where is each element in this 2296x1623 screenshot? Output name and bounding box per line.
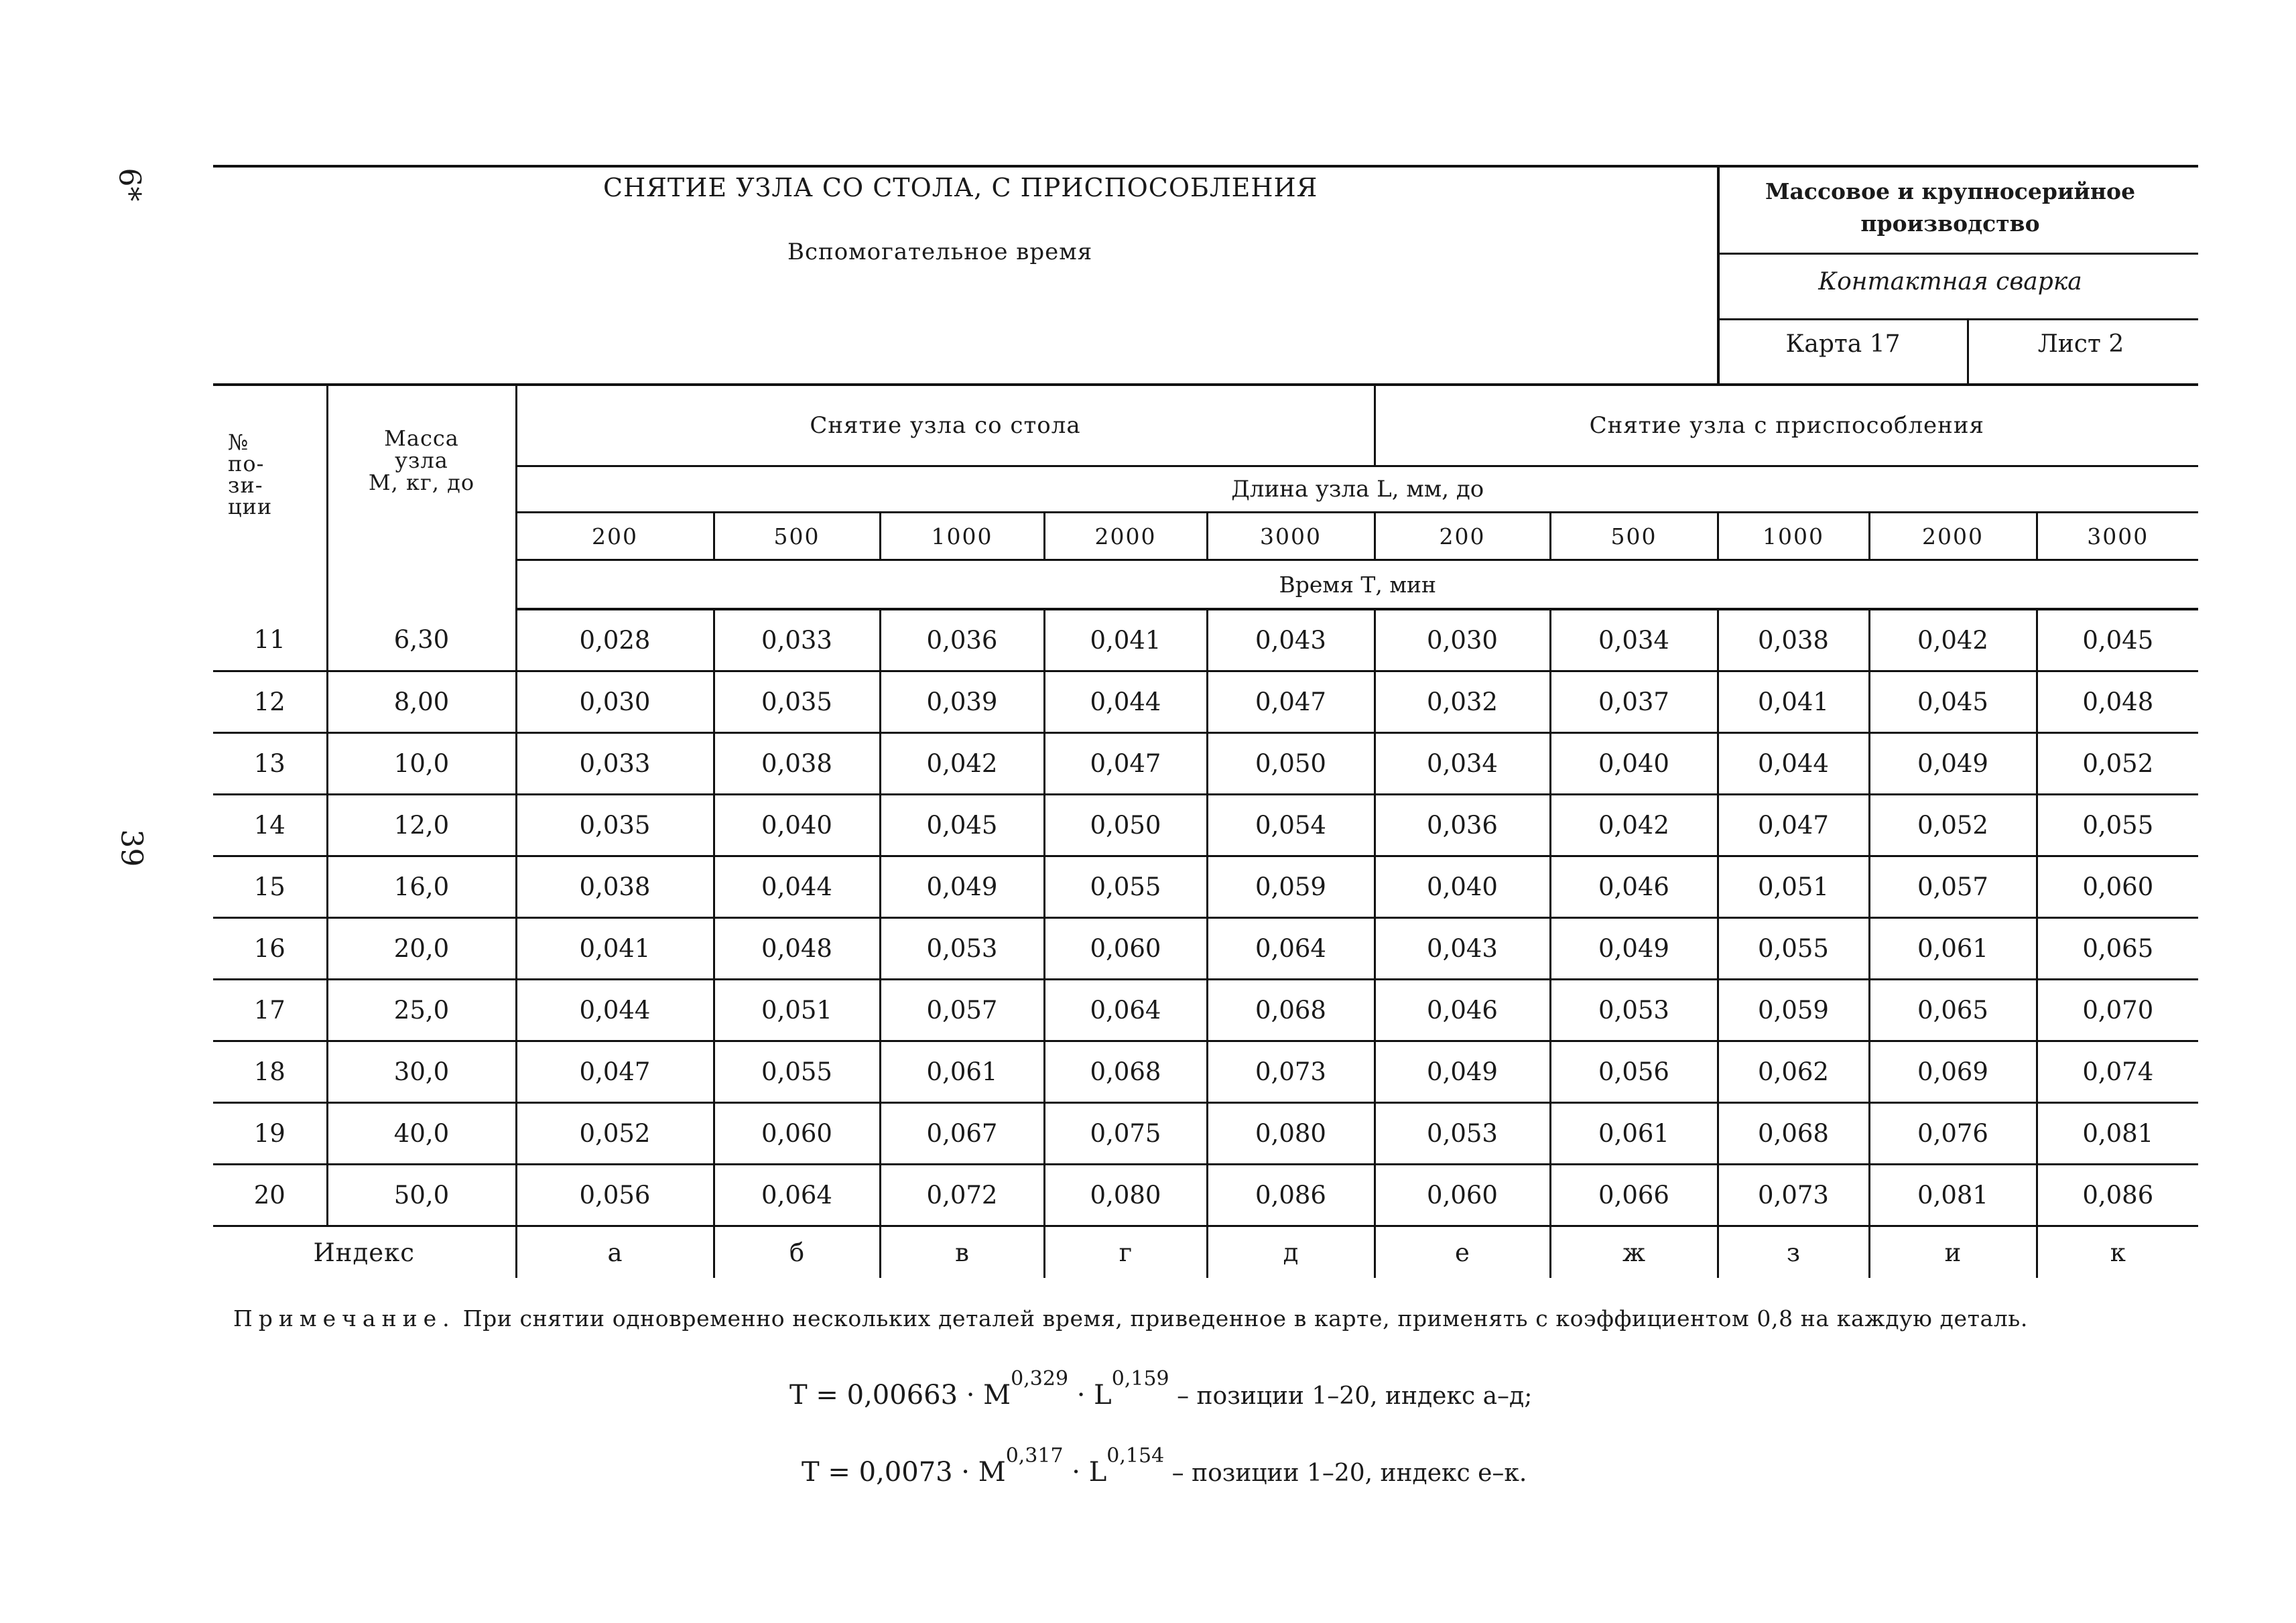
length-col: 1000 — [1718, 513, 1869, 560]
position-cell: 19 — [213, 1103, 327, 1165]
time-cell: 0,072 — [880, 1165, 1044, 1226]
time-cell: 0,061 — [1869, 918, 2037, 980]
mass-cell: 6,30 — [327, 609, 516, 671]
mass-header-line: Масса — [384, 426, 459, 451]
time-cell: 0,086 — [2037, 1165, 2198, 1226]
length-col: 500 — [714, 513, 880, 560]
table-row — [213, 856, 2198, 918]
mass-cell: 30,0 — [327, 1041, 516, 1103]
mass-cell: 10,0 — [327, 733, 516, 795]
formula — [789, 1367, 1532, 1411]
table-row — [213, 1103, 2198, 1165]
time-cell: 0,030 — [1375, 609, 1550, 671]
time-cell: 0,038 — [714, 733, 880, 795]
time-table — [213, 383, 2198, 1278]
length-col: 3000 — [2037, 513, 2198, 560]
pos-header-line: № — [228, 430, 249, 455]
position-cell: 15 — [213, 856, 327, 918]
time-cell: 0,038 — [1718, 609, 1869, 671]
time-cell: 0,051 — [1718, 856, 1869, 918]
time-cell: 0,076 — [1869, 1103, 2037, 1165]
formula-exp-m: 0,329 — [1011, 1367, 1069, 1390]
formula — [802, 1444, 1527, 1488]
time-cell: 0,041 — [1718, 671, 1869, 733]
time-cell: 0,060 — [2037, 856, 2198, 918]
time-cell: 0,049 — [880, 856, 1044, 918]
time-cell: 0,057 — [880, 980, 1044, 1041]
time-cell: 0,042 — [1869, 609, 2037, 671]
time-cell: 0,044 — [1718, 733, 1869, 795]
page-subtitle: Вспомогательное время — [787, 239, 1093, 265]
time-cell: 0,080 — [1207, 1103, 1375, 1165]
time-cell: 0,052 — [516, 1103, 714, 1165]
time-cell: 0,040 — [714, 795, 880, 856]
time-cell: 0,069 — [1869, 1041, 2037, 1103]
time-cell: 0,053 — [1375, 1103, 1550, 1165]
index-cell: г — [1044, 1226, 1207, 1279]
time-cell: 0,040 — [1375, 856, 1550, 918]
page-title: СНЯТИЕ УЗЛА СО СТОЛА, С ПРИСПОСОБЛЕНИЯ — [603, 173, 1318, 202]
time-cell: 0,037 — [1550, 671, 1718, 733]
pos-header-line: ции — [228, 494, 273, 519]
length-col: 200 — [1375, 513, 1550, 560]
formula-mid: · L — [1063, 1457, 1107, 1488]
time-cell: 0,066 — [1550, 1165, 1718, 1226]
time-cell: 0,046 — [1375, 980, 1550, 1041]
time-cell: 0,036 — [1375, 795, 1550, 856]
time-cell: 0,043 — [1207, 609, 1375, 671]
index-cell: и — [1869, 1226, 2037, 1279]
formula-lhs: Т = 0,0073 · М — [802, 1457, 1006, 1488]
index-cell: з — [1718, 1226, 1869, 1279]
table-row — [213, 671, 2198, 733]
time-cell: 0,050 — [1044, 795, 1207, 856]
time-cell: 0,052 — [2037, 733, 2198, 795]
time-cell: 0,055 — [1718, 918, 1869, 980]
time-cell: 0,042 — [1550, 795, 1718, 856]
time-cell: 0,050 — [1207, 733, 1375, 795]
mass-header — [327, 385, 516, 609]
time-cell: 0,073 — [1207, 1041, 1375, 1103]
time-cell: 0,061 — [1550, 1103, 1718, 1165]
time-cell: 0,057 — [1869, 856, 2037, 918]
time-cell: 0,055 — [2037, 795, 2198, 856]
time-cell: 0,033 — [714, 609, 880, 671]
mass-cell: 16,0 — [327, 856, 516, 918]
time-cell: 0,056 — [516, 1165, 714, 1226]
index-cell: к — [2037, 1226, 2198, 1279]
table-row — [213, 733, 2198, 795]
index-cell: в — [880, 1226, 1044, 1279]
table-row — [213, 795, 2198, 856]
mass-cell: 50,0 — [327, 1165, 516, 1226]
time-cell: 0,033 — [516, 733, 714, 795]
group-header-fixture: Снятие узла с приспособления — [1375, 385, 2198, 466]
production-rule — [1720, 253, 2198, 255]
time-cell: 0,060 — [1044, 918, 1207, 980]
mass-cell: 8,00 — [327, 671, 516, 733]
formula-exp-l: 0,159 — [1111, 1367, 1169, 1390]
sheet-number: Лист 2 — [2037, 330, 2124, 358]
time-cell: 0,068 — [1044, 1041, 1207, 1103]
time-cell: 0,051 — [714, 980, 880, 1041]
table-row — [213, 980, 2198, 1041]
time-cell: 0,064 — [1207, 918, 1375, 980]
time-cell: 0,061 — [880, 1041, 1044, 1103]
time-header: Время Т, мин — [516, 560, 2198, 610]
length-header: Длина узла L, мм, до — [516, 466, 2198, 513]
time-cell: 0,046 — [1550, 856, 1718, 918]
time-cell: 0,032 — [1375, 671, 1550, 733]
time-cell: 0,030 — [516, 671, 714, 733]
length-col: 500 — [1550, 513, 1718, 560]
time-cell: 0,045 — [1869, 671, 2037, 733]
length-col: 2000 — [1044, 513, 1207, 560]
time-cell: 0,062 — [1718, 1041, 1869, 1103]
time-cell: 0,060 — [1375, 1165, 1550, 1226]
time-cell: 0,048 — [2037, 671, 2198, 733]
time-cell: 0,028 — [516, 609, 714, 671]
time-cell: 0,044 — [516, 980, 714, 1041]
time-cell: 0,065 — [1869, 980, 2037, 1041]
position-cell: 16 — [213, 918, 327, 980]
mass-cell: 25,0 — [327, 980, 516, 1041]
time-cell: 0,054 — [1207, 795, 1375, 856]
corner-mark: 6* — [112, 168, 147, 202]
time-cell: 0,064 — [1044, 980, 1207, 1041]
time-cell: 0,074 — [2037, 1041, 2198, 1103]
time-cell: 0,043 — [1375, 918, 1550, 980]
time-cell: 0,068 — [1207, 980, 1375, 1041]
formula-lhs: Т = 0,00663 · М — [789, 1380, 1011, 1411]
time-cell: 0,034 — [1550, 609, 1718, 671]
length-col: 3000 — [1207, 513, 1375, 560]
time-cell: 0,055 — [1044, 856, 1207, 918]
time-cell: 0,038 — [516, 856, 714, 918]
weld-rule — [1720, 318, 2198, 320]
time-cell: 0,036 — [880, 609, 1044, 671]
time-cell: 0,047 — [516, 1041, 714, 1103]
formula-mid: · L — [1068, 1380, 1112, 1411]
length-col: 1000 — [880, 513, 1044, 560]
mass-cell: 20,0 — [327, 918, 516, 980]
index-cell: е — [1375, 1226, 1550, 1279]
time-cell: 0,041 — [516, 918, 714, 980]
time-cell: 0,045 — [880, 795, 1044, 856]
pos-header-line: зи- — [228, 472, 263, 498]
formula-exp-l: 0,154 — [1106, 1444, 1165, 1468]
position-cell: 14 — [213, 795, 327, 856]
time-cell: 0,035 — [516, 795, 714, 856]
mass-cell: 12,0 — [327, 795, 516, 856]
time-cell: 0,042 — [880, 733, 1044, 795]
time-cell: 0,044 — [714, 856, 880, 918]
index-cell: д — [1207, 1226, 1375, 1279]
time-cell: 0,053 — [880, 918, 1044, 980]
time-cell: 0,081 — [1869, 1165, 2037, 1226]
time-cell: 0,081 — [2037, 1103, 2198, 1165]
time-cell: 0,047 — [1207, 671, 1375, 733]
index-cell: б — [714, 1226, 880, 1279]
production-type: Массовое и крупносерийное производство — [1765, 178, 2136, 237]
formula-exp-m: 0,317 — [1005, 1444, 1064, 1468]
formula-desc: – позиции 1–20, индекс а–д; — [1169, 1382, 1533, 1410]
index-row — [213, 1226, 2198, 1279]
position-cell: 18 — [213, 1041, 327, 1103]
table-row — [213, 918, 2198, 980]
time-cell: 0,049 — [1869, 733, 2037, 795]
header-top-rule — [213, 165, 2198, 168]
mass-header-line: М, кг, до — [368, 470, 475, 495]
time-cell: 0,060 — [714, 1103, 880, 1165]
time-cell: 0,086 — [1207, 1165, 1375, 1226]
note-text: При снятии одновременно нескольких деталей время, приведенное в карте, применять с коэффициентом 0,8 на каждую деталь. — [462, 1305, 2028, 1332]
index-cell: ж — [1550, 1226, 1718, 1279]
position-cell: 11 — [213, 609, 327, 671]
note — [233, 1305, 2028, 1332]
position-cell: 20 — [213, 1165, 327, 1226]
time-cell: 0,059 — [1718, 980, 1869, 1041]
time-cell: 0,080 — [1044, 1165, 1207, 1226]
time-cell: 0,047 — [1718, 795, 1869, 856]
position-cell: 17 — [213, 980, 327, 1041]
time-cell: 0,056 — [1550, 1041, 1718, 1103]
formula-desc: – позиции 1–20, индекс е–к. — [1164, 1459, 1527, 1487]
position-header — [213, 385, 327, 609]
time-cell: 0,048 — [714, 918, 880, 980]
group-header-table: Снятие узла со стола — [516, 385, 1375, 466]
position-cell: 13 — [213, 733, 327, 795]
time-cell: 0,049 — [1375, 1041, 1550, 1103]
weld-type: Контактная сварка — [1818, 268, 2082, 296]
mass-cell: 40,0 — [327, 1103, 516, 1165]
table-row — [213, 609, 2198, 671]
time-cell: 0,068 — [1718, 1103, 1869, 1165]
index-label: Индекс — [213, 1226, 516, 1279]
card-number: Карта 17 — [1785, 330, 1901, 358]
time-cell: 0,035 — [714, 671, 880, 733]
time-cell: 0,059 — [1207, 856, 1375, 918]
index-cell: а — [516, 1226, 714, 1279]
time-cell: 0,039 — [880, 671, 1044, 733]
time-cell: 0,053 — [1550, 980, 1718, 1041]
length-col: 2000 — [1869, 513, 2037, 560]
time-cell: 0,049 — [1550, 918, 1718, 980]
length-col: 200 — [516, 513, 714, 560]
time-cell: 0,045 — [2037, 609, 2198, 671]
time-cell: 0,055 — [714, 1041, 880, 1103]
time-cell: 0,067 — [880, 1103, 1044, 1165]
page-number: 39 — [114, 829, 149, 867]
time-cell: 0,070 — [2037, 980, 2198, 1041]
table-row — [213, 1165, 2198, 1226]
time-cell: 0,041 — [1044, 609, 1207, 671]
time-cell: 0,040 — [1550, 733, 1718, 795]
time-cell: 0,064 — [714, 1165, 880, 1226]
table-row — [213, 1041, 2198, 1103]
time-cell: 0,044 — [1044, 671, 1207, 733]
time-cell: 0,073 — [1718, 1165, 1869, 1226]
mass-header-line: узла — [395, 448, 448, 473]
position-cell: 12 — [213, 671, 327, 733]
note-label: Примечание. — [233, 1305, 456, 1332]
time-cell: 0,065 — [2037, 918, 2198, 980]
pos-header-line: по- — [228, 451, 265, 476]
time-cell: 0,075 — [1044, 1103, 1207, 1165]
time-cell: 0,034 — [1375, 733, 1550, 795]
time-cell: 0,047 — [1044, 733, 1207, 795]
time-cell: 0,052 — [1869, 795, 2037, 856]
